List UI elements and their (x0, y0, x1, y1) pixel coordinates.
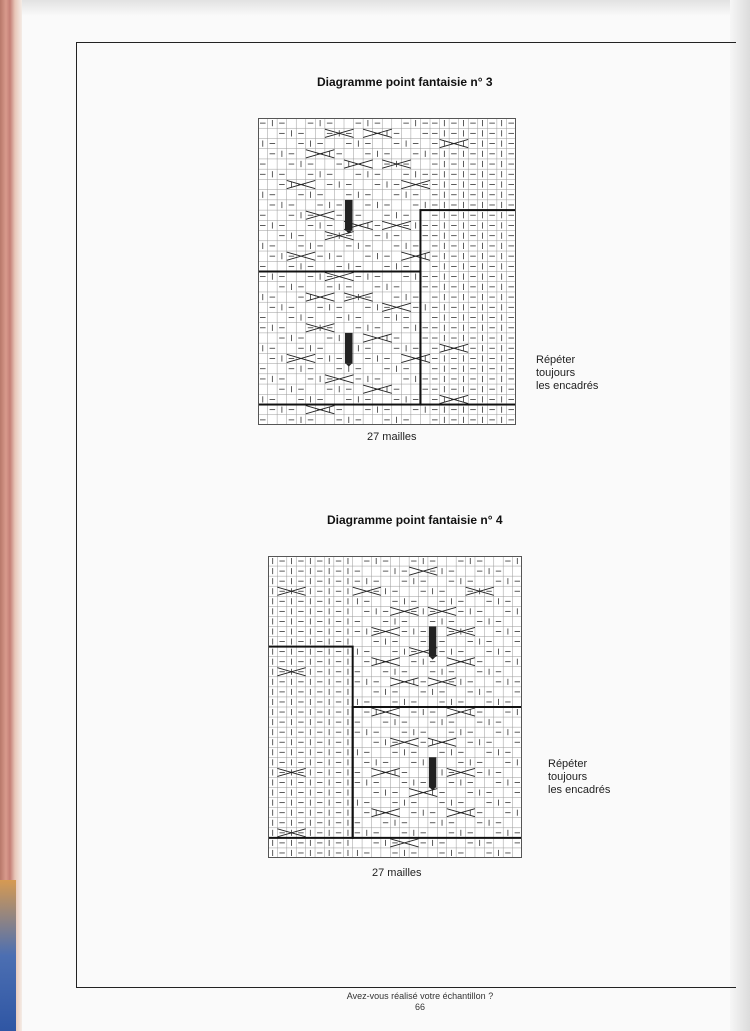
bobble-symbol (429, 757, 436, 790)
diagram-3-repeat-note (536, 354, 598, 393)
diagram-4-repeat-note (548, 758, 610, 797)
repeat-note-line-1: Répéter (536, 354, 576, 366)
diagram-3-chart (258, 118, 516, 425)
diagram-4-chart (268, 556, 522, 858)
book-spine (0, 0, 22, 1031)
repeat-note-line-1: Répéter (548, 758, 588, 770)
repeat-note-line-2: toujours (548, 771, 588, 783)
repeat-note-line-3: les encadrés (536, 380, 599, 392)
page-top-edge (22, 0, 730, 16)
bobble-symbol (429, 626, 436, 659)
repeat-note-line-2: toujours (536, 367, 576, 379)
page-number: 66 (414, 1002, 425, 1012)
repeat-note-line-3: les encadrés (548, 784, 611, 796)
footer (300, 991, 540, 1013)
diagram-4-title: Diagramme point fantaisie n° 4 (327, 513, 503, 527)
diagram-4-stitch-count: 27 mailles (372, 867, 422, 879)
footer-question: Avez-vous réalisé votre échantillon ? (346, 991, 494, 1001)
bobble-symbol (345, 333, 353, 367)
bobble-symbol (345, 200, 353, 234)
diagram-3-title: Diagramme point fantaisie n° 3 (317, 75, 493, 89)
diagram-3-stitch-count: 27 mailles (367, 431, 417, 443)
